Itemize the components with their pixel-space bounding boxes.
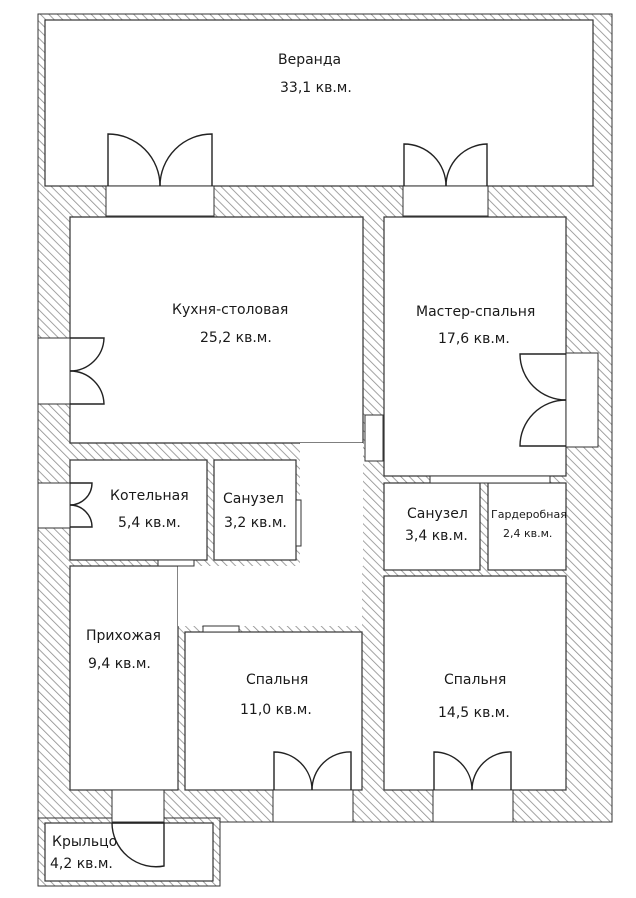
label-bed1-name: Спальня — [246, 672, 309, 688]
boiler-window — [38, 483, 70, 528]
room-boiler — [70, 460, 207, 560]
bed1-window — [273, 790, 353, 822]
veranda-door-right-opening — [403, 186, 488, 216]
corridor — [178, 566, 362, 626]
label-bed1-area: 11,0 кв.м. — [240, 702, 312, 718]
label-veranda-area: 33,1 кв.м. — [280, 80, 352, 96]
label-boiler-area: 5,4 кв.м. — [118, 515, 181, 531]
kitchen-master-gap — [365, 415, 383, 461]
label-kitchen-name: Кухня-столовая — [172, 302, 289, 318]
label-porch-area: 4,2 кв.м. — [50, 856, 113, 872]
bed2-window — [433, 790, 513, 822]
room-hall — [70, 566, 178, 790]
label-veranda-name: Веранда — [278, 52, 342, 68]
kitchen-window-left — [38, 338, 70, 404]
master-window-right — [566, 353, 598, 447]
room-porch — [45, 823, 213, 881]
label-bath2-area: 3,4 кв.м. — [405, 528, 468, 544]
boiler-door-strip — [158, 560, 194, 566]
label-master-area: 17,6 кв.м. — [438, 331, 510, 347]
room-veranda — [45, 20, 593, 186]
label-wardrobe-name: Гардеробная — [491, 508, 567, 521]
label-porch-name: Крыльцо — [52, 834, 118, 850]
room-bath2 — [384, 483, 480, 570]
label-bed2-name: Спальня — [444, 672, 507, 688]
label-bed2-area: 14,5 кв.м. — [438, 705, 510, 721]
label-bath1-area: 3,2 кв.м. — [224, 515, 287, 531]
room-bath1 — [214, 460, 296, 560]
label-master-name: Мастер-спальня — [416, 304, 536, 320]
label-hall-name: Прихожая — [86, 628, 161, 644]
bath1-door-strip — [296, 500, 301, 546]
label-kitchen-area: 25,2 кв.м. — [200, 330, 272, 346]
veranda-door-left-opening — [106, 186, 214, 216]
label-bath2-name: Санузел — [407, 506, 468, 522]
label-boiler-name: Котельная — [110, 488, 189, 504]
kitchen-extension — [300, 443, 363, 566]
label-wardrobe-area: 2,4 кв.м. — [503, 527, 553, 540]
hall-front-door-opening — [112, 790, 164, 822]
label-bath1-name: Санузел — [223, 491, 284, 507]
label-hall-area: 9,4 кв.м. — [88, 656, 151, 672]
master-bath-strip — [430, 476, 550, 483]
bed1-door-strip — [203, 626, 239, 632]
